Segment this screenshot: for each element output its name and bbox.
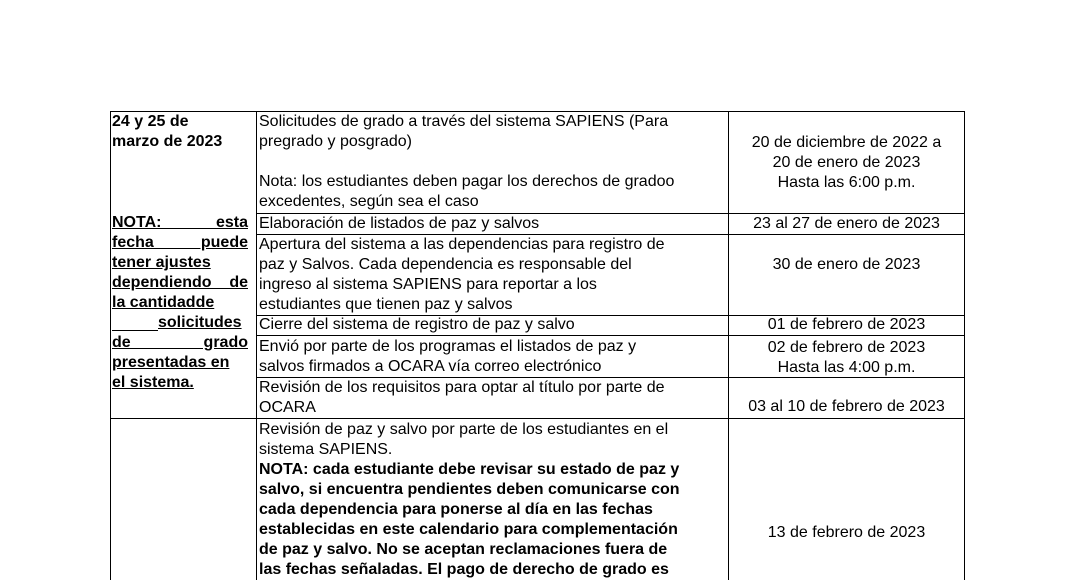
activity-text: Revisión de los requisitos para optar al título por parte de bbox=[259, 379, 665, 396]
table-border-left bbox=[110, 111, 111, 580]
activity-text: Envió por parte de los programas el listados de paz y bbox=[259, 338, 637, 355]
activity-bold-note: NOTA: cada estudiante debe revisar su estado de paz y bbox=[259, 461, 680, 478]
event-date: 24 y 25 de bbox=[112, 113, 189, 130]
activity-bold-note: las fechas señaladas. El pago de derecho de grado es bbox=[259, 561, 669, 578]
row-divider bbox=[256, 335, 965, 336]
activity-text: sistema SAPIENS. bbox=[259, 441, 393, 458]
date-note: dependiendo de bbox=[112, 274, 248, 291]
activity-text: estudiantes que tienen paz y salvos bbox=[259, 296, 513, 313]
activity-date: 30 de enero de 2023 bbox=[772, 256, 921, 273]
activity-date: 02 de febrero de 2023 bbox=[767, 339, 926, 356]
activity-text: Revisión de paz y salvo por parte de los estudiantes en el bbox=[259, 421, 669, 438]
date-note: solicitudes bbox=[158, 314, 242, 331]
activity-text: OCARA bbox=[259, 399, 316, 416]
activity-date: 23 al 27 de enero de 2023 bbox=[753, 215, 940, 232]
activity-text: pregrado y posgrado) bbox=[259, 133, 412, 150]
date-note: tener ajustes bbox=[112, 254, 211, 271]
activity-bold-note: salvo, si encuentra pendientes deben comunicarse con bbox=[259, 481, 680, 498]
row-divider bbox=[110, 418, 965, 419]
activity-text: salvos firmados a OCARA vía correo electrónico bbox=[259, 358, 602, 375]
activity-note: excedentes, según sea el caso bbox=[259, 193, 479, 210]
activity-text: paz y Salvos. Cada dependencia es responsable del bbox=[259, 256, 632, 273]
activity-date: 03 al 10 de febrero de 2023 bbox=[748, 398, 945, 415]
underline-fill bbox=[112, 330, 158, 331]
date-note: NOTA: esta bbox=[112, 214, 248, 231]
date-note: de grado bbox=[112, 334, 248, 351]
date-note: el sistema. bbox=[112, 374, 194, 391]
activity-bold-note: de paz y salvo. No se aceptan reclamaciones fuera de bbox=[259, 541, 668, 558]
activity-text: Apertura del sistema a las dependencias para registro de bbox=[259, 236, 665, 253]
activity-date: 13 de febrero de 2023 bbox=[767, 524, 926, 541]
activity-text: Elaboración de listados de paz y salvos bbox=[259, 215, 540, 232]
activity-bold-note: establecidas en este calendario para complementación bbox=[259, 521, 678, 538]
activity-note: Nota: los estudiantes deben pagar los derechos de gradoo bbox=[259, 173, 675, 190]
activity-text: Solicitudes de grado a través del sistema SAPIENS (Para bbox=[259, 113, 669, 130]
event-date: marzo de 2023 bbox=[112, 133, 223, 150]
activity-date: 01 de febrero de 2023 bbox=[767, 316, 926, 333]
date-note: presentadas en bbox=[112, 354, 230, 371]
activity-text: ingreso al sistema SAPIENS para reportar a los bbox=[259, 276, 597, 293]
activity-bold-note: cada dependencia para ponerse al día en las fechas bbox=[259, 501, 653, 518]
activity-date: 20 de enero de 2023 bbox=[772, 154, 921, 171]
date-note: fecha puede bbox=[112, 234, 248, 251]
column-divider-1 bbox=[256, 111, 257, 580]
activity-date: Hasta las 4:00 p.m. bbox=[777, 359, 916, 376]
activity-text: Cierre del sistema de registro de paz y salvo bbox=[259, 316, 575, 333]
date-note: la cantidadde bbox=[112, 294, 215, 311]
activity-date: 20 de diciembre de 2022 a bbox=[751, 134, 942, 151]
table-border-right bbox=[964, 111, 965, 580]
activity-date: Hasta las 6:00 p.m. bbox=[777, 174, 916, 191]
